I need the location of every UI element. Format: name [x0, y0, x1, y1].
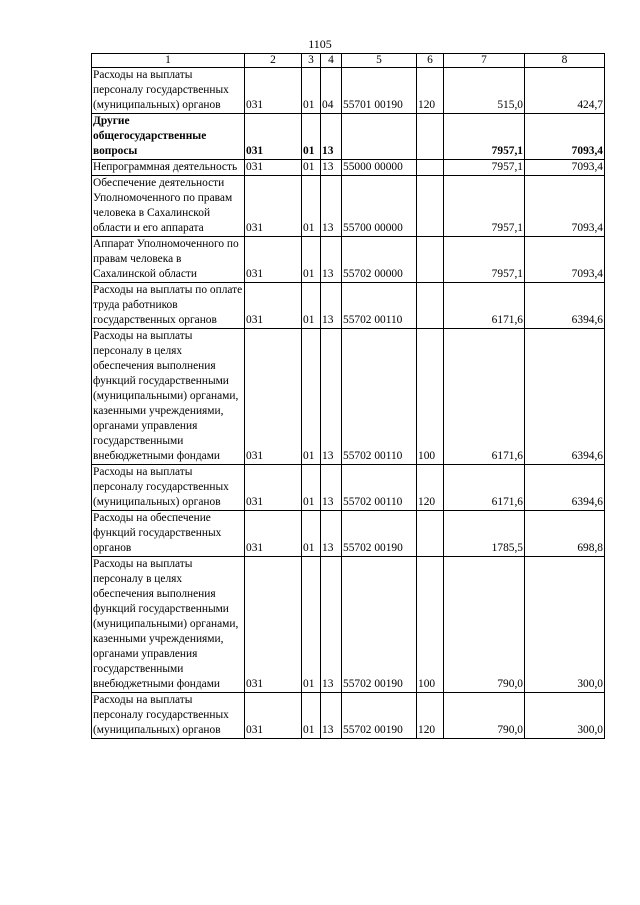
row-name-cell: Другие общегосударственные вопросы	[92, 114, 245, 160]
table-row	[92, 283, 605, 329]
subsection-code-cell: 13	[321, 511, 342, 557]
amount-year1-cell: 7957,1	[444, 176, 525, 237]
ministry-code-cell: 031	[245, 68, 302, 114]
expense-type-cell: 120	[417, 693, 444, 739]
amount-year1-cell: 790,0	[444, 693, 525, 739]
row-name-cell: Расходы на выплаты персоналу в целях обеспечения выполнения функций государственными (муниципальными) органами, казенными учреждениями, органами управления государственными внебюджетными фондами	[92, 329, 245, 465]
ministry-code-cell: 031	[245, 283, 302, 329]
column-header: 2	[245, 54, 302, 68]
amount-year2-cell: 424,7	[525, 68, 605, 114]
amount-year1-cell: 515,0	[444, 68, 525, 114]
expense-type-cell	[417, 511, 444, 557]
target-article-cell: 55702 00190	[342, 511, 417, 557]
row-name-cell: Непрограммная деятельность	[92, 160, 245, 176]
column-header: 3	[302, 54, 321, 68]
table-row	[92, 114, 605, 160]
amount-year1-cell: 790,0	[444, 557, 525, 693]
subsection-code-cell: 04	[321, 68, 342, 114]
subsection-code-cell: 13	[321, 114, 342, 160]
ministry-code-cell: 031	[245, 237, 302, 283]
subsection-code-cell: 13	[321, 693, 342, 739]
table-row	[92, 693, 605, 739]
amount-year1-cell: 1785,5	[444, 511, 525, 557]
table-row	[92, 329, 605, 465]
target-article-cell: 55702 00190	[342, 557, 417, 693]
column-header: 7	[444, 54, 525, 68]
table-row	[92, 68, 605, 114]
amount-year2-cell: 7093,4	[525, 237, 605, 283]
row-name-cell: Расходы на обеспечение функций государственных органов	[92, 511, 245, 557]
row-name-cell: Обеспечение деятельности Уполномоченного по правам человека в Сахалинской области и его аппарата	[92, 176, 245, 237]
section-code-cell: 01	[302, 693, 321, 739]
target-article-cell	[342, 114, 417, 160]
table-row	[92, 160, 605, 176]
column-header: 8	[525, 54, 605, 68]
amount-year2-cell: 698,8	[525, 511, 605, 557]
target-article-cell: 55702 00110	[342, 329, 417, 465]
expense-type-cell	[417, 237, 444, 283]
table-header-row	[92, 54, 605, 68]
target-article-cell: 55702 00110	[342, 283, 417, 329]
target-article-cell: 55702 00000	[342, 237, 417, 283]
ministry-code-cell: 031	[245, 114, 302, 160]
ministry-code-cell: 031	[245, 693, 302, 739]
column-header: 1	[92, 54, 245, 68]
section-code-cell: 01	[302, 511, 321, 557]
expense-type-cell: 120	[417, 68, 444, 114]
amount-year1-cell: 7957,1	[444, 160, 525, 176]
target-article-cell: 55000 00000	[342, 160, 417, 176]
row-name-cell: Расходы на выплаты по оплате труда работников государственных органов	[92, 283, 245, 329]
amount-year2-cell: 300,0	[525, 693, 605, 739]
expense-type-cell: 100	[417, 557, 444, 693]
amount-year2-cell: 6394,6	[525, 283, 605, 329]
section-code-cell: 01	[302, 114, 321, 160]
section-code-cell: 01	[302, 557, 321, 693]
ministry-code-cell: 031	[245, 176, 302, 237]
amount-year2-cell: 6394,6	[525, 465, 605, 511]
section-code-cell: 01	[302, 465, 321, 511]
column-header: 4	[321, 54, 342, 68]
row-name-cell: Расходы на выплаты персоналу в целях обеспечения выполнения функций государственными (муниципальными) органами, казенными учреждениями, органами управления государственными внебюджетными фондами	[92, 557, 245, 693]
target-article-cell: 55702 00190	[342, 693, 417, 739]
column-header: 6	[417, 54, 444, 68]
ministry-code-cell: 031	[245, 160, 302, 176]
subsection-code-cell: 13	[321, 329, 342, 465]
section-code-cell: 01	[302, 237, 321, 283]
table-row	[92, 237, 605, 283]
budget-table	[91, 53, 605, 739]
subsection-code-cell: 13	[321, 465, 342, 511]
section-code-cell: 01	[302, 176, 321, 237]
amount-year1-cell: 6171,6	[444, 329, 525, 465]
table-row	[92, 465, 605, 511]
amount-year1-cell: 7957,1	[444, 237, 525, 283]
target-article-cell: 55701 00190	[342, 68, 417, 114]
table-body	[92, 54, 605, 739]
ministry-code-cell: 031	[245, 557, 302, 693]
row-name-cell: Аппарат Уполномоченного по правам человека в Сахалинской области	[92, 237, 245, 283]
expense-type-cell	[417, 114, 444, 160]
amount-year1-cell: 6171,6	[444, 283, 525, 329]
target-article-cell: 55702 00110	[342, 465, 417, 511]
ministry-code-cell: 031	[245, 329, 302, 465]
amount-year2-cell: 6394,6	[525, 329, 605, 465]
amount-year2-cell: 7093,4	[525, 114, 605, 160]
table-row	[92, 511, 605, 557]
amount-year2-cell: 7093,4	[525, 160, 605, 176]
amount-year1-cell: 6171,6	[444, 465, 525, 511]
subsection-code-cell: 13	[321, 160, 342, 176]
section-code-cell: 01	[302, 160, 321, 176]
expense-type-cell	[417, 283, 444, 329]
section-code-cell: 01	[302, 283, 321, 329]
amount-year1-cell: 7957,1	[444, 114, 525, 160]
table-row	[92, 176, 605, 237]
row-name-cell: Расходы на выплаты персоналу государственных (муниципальных) органов	[92, 68, 245, 114]
amount-year2-cell: 7093,4	[525, 176, 605, 237]
subsection-code-cell: 13	[321, 237, 342, 283]
amount-year2-cell: 300,0	[525, 557, 605, 693]
subsection-code-cell: 13	[321, 283, 342, 329]
section-code-cell: 01	[302, 329, 321, 465]
expense-type-cell: 120	[417, 465, 444, 511]
page-number: 1105	[308, 37, 332, 51]
table-row	[92, 557, 605, 693]
ministry-code-cell: 031	[245, 465, 302, 511]
row-name-cell: Расходы на выплаты персоналу государственных (муниципальных) органов	[92, 465, 245, 511]
column-header: 5	[342, 54, 417, 68]
expense-type-cell	[417, 176, 444, 237]
subsection-code-cell: 13	[321, 176, 342, 237]
target-article-cell: 55700 00000	[342, 176, 417, 237]
section-code-cell: 01	[302, 68, 321, 114]
row-name-cell: Расходы на выплаты персоналу государственных (муниципальных) органов	[92, 693, 245, 739]
expense-type-cell: 100	[417, 329, 444, 465]
subsection-code-cell: 13	[321, 557, 342, 693]
ministry-code-cell: 031	[245, 511, 302, 557]
expense-type-cell	[417, 160, 444, 176]
